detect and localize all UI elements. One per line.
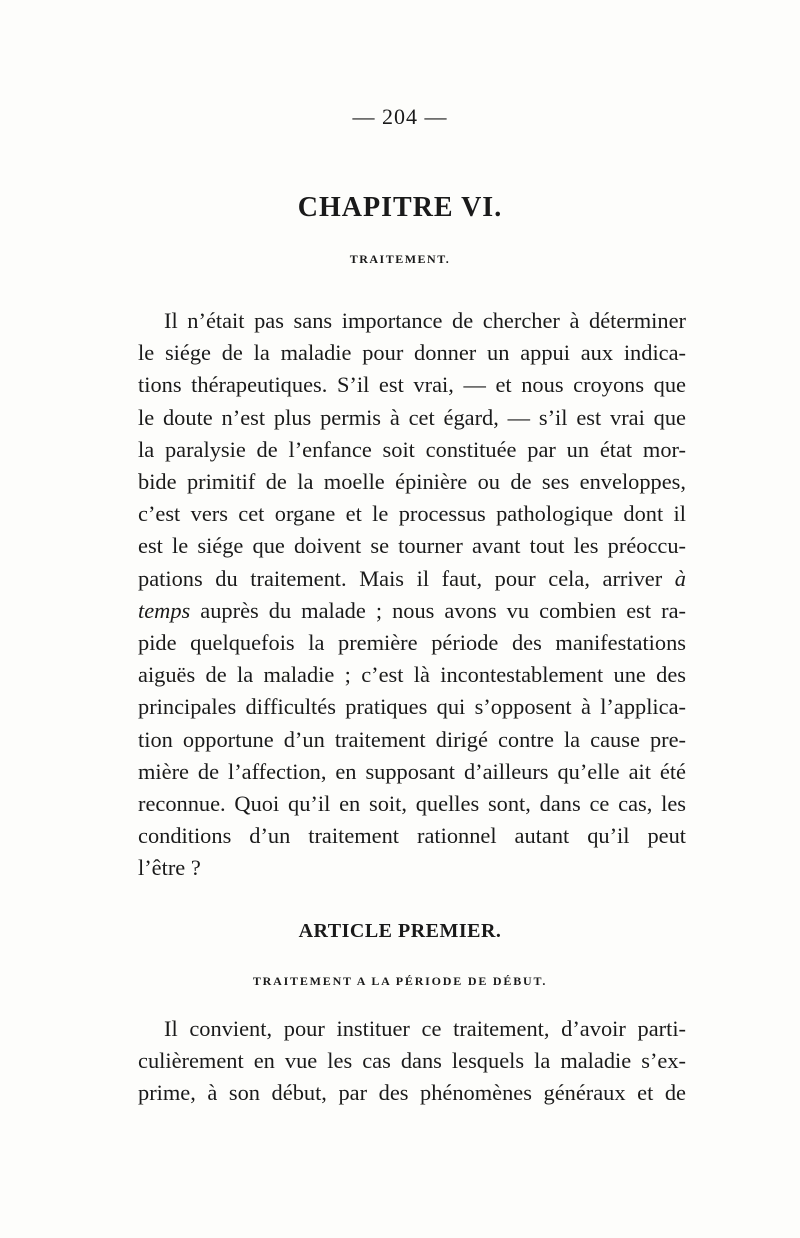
- paragraph-line: tions thérapeutiques. S’il est vrai, — et nous croyons que: [138, 372, 686, 398]
- paragraph-text: auprès du malade ; nous avons vu combien est ra-: [200, 597, 686, 623]
- italic-word: temps: [138, 597, 191, 623]
- paragraph-line: Il n’était pas sans importance de chercher à déterminer: [164, 308, 686, 333]
- paragraph-line: bide primitif de la moelle épinière ou de ses enveloppes,: [138, 469, 686, 495]
- paragraph-line: mière de l’affection, en supposant d’ailleurs qu’elle ait été: [138, 758, 686, 784]
- paragraph-2: [138, 1013, 686, 1110]
- paragraph-line: reconnue. Quoi qu’il en soit, quelles sont, dans ce cas, les: [138, 791, 686, 817]
- article-subtitle: TRAITEMENT A LA PÉRIODE DE DÉBUT.: [252, 974, 548, 988]
- page-number: — 204 —: [352, 104, 448, 129]
- paragraph-line: prime, à son début, par des phénomènes généraux et de: [138, 1080, 686, 1106]
- paragraph-line: est le siége que doivent se tourner avant tout les préoccu-: [138, 533, 686, 559]
- paragraph-line: culièrement en vue les cas dans lesquels la maladie s’ex-: [138, 1048, 686, 1074]
- article-title: ARTICLE PREMIER.: [298, 920, 502, 942]
- paragraph-line: Il convient, pour instituer ce traitement, d’avoir parti-: [164, 1016, 686, 1041]
- chapter-title: CHAPITRE VI.: [297, 192, 503, 223]
- paragraph-line-with-italic: [138, 563, 686, 595]
- paragraph-line: principales difficultés pratiques qui s’opposent à l’applica-: [138, 694, 686, 720]
- paragraph-line: la paralysie de l’enfance soit constituée par un état mor-: [138, 436, 686, 462]
- paragraph-1: [138, 305, 686, 885]
- paragraph-line: conditions d’un traitement rationnel autant qu’il peut: [138, 823, 686, 849]
- paragraph-line: pide quelquefois la première période des manifestations: [138, 630, 686, 656]
- paragraph-line: c’est vers cet organe et le processus pathologique dont il: [138, 501, 686, 527]
- paragraph-line-with-italic: [138, 595, 686, 627]
- section-title: TRAITEMENT.: [349, 252, 451, 266]
- paragraph-line: aiguës de la maladie ; c’est là incontestablement une des: [138, 662, 686, 688]
- paragraph-text: pations du traitement. Mais il faut, pour cela, arriver: [138, 565, 663, 591]
- italic-word: à: [674, 565, 686, 591]
- paragraph-line: le doute n’est plus permis à cet égard, — s’il est vrai que: [138, 404, 686, 430]
- paragraph-line: l’être ?: [138, 855, 201, 881]
- paragraph-line: tion opportune d’un traitement dirigé contre la cause pre-: [138, 726, 686, 752]
- paragraph-line: le siége de la maladie pour donner un appui aux indica-: [138, 340, 686, 366]
